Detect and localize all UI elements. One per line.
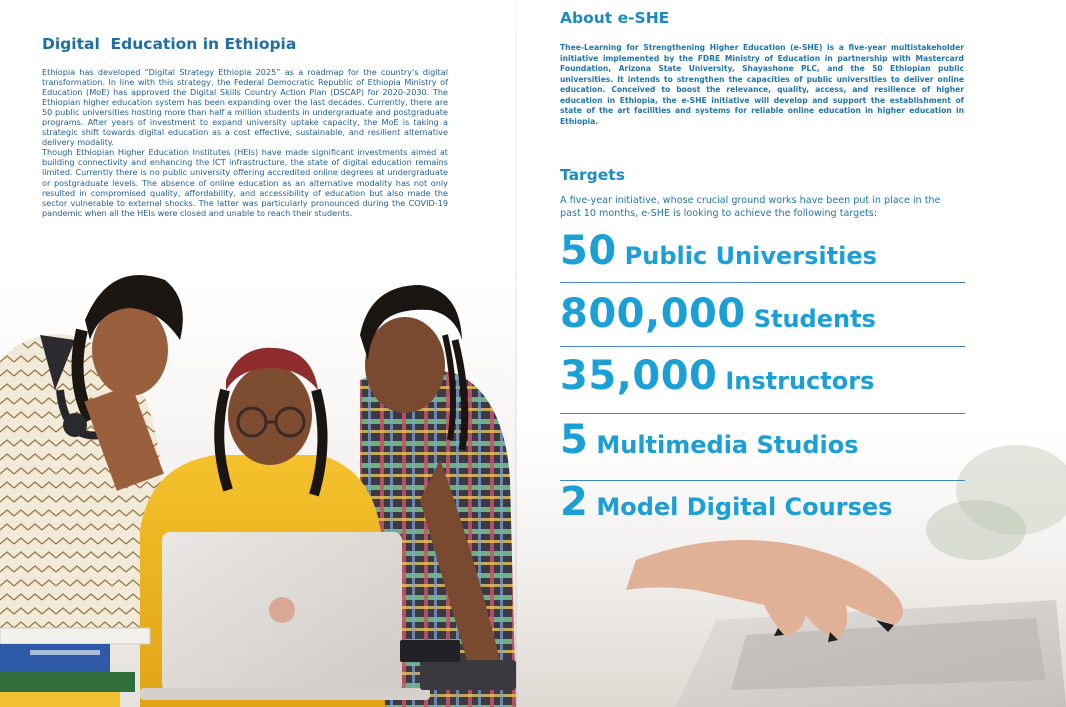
target-label: Public Universities xyxy=(624,242,877,270)
target-label: Instructors xyxy=(725,367,875,395)
about-heading: About e-SHE xyxy=(560,9,670,27)
target-divider xyxy=(560,413,965,414)
body-paragraph: Though Ethiopian Higher Education Institutes (HEIs) have made significant investments aimed at building connectivity and enhancing the ICT infrastructure, the state of digital education remains limited. Currently there is no public university offering accredited online degrees at undergraduate or postgraduate levels. The absence of online education as an alternative modality has not only resulted in compromised quality, affordability, and accessibility of education but also made the sector vulnerable to external shocks. The latter was particularly pronounced during the COVID-19 pandemic when all the HEIs were closed and unable to reach their students. xyxy=(42,147,448,218)
page-gutter xyxy=(515,0,517,707)
left-page xyxy=(0,0,516,707)
target-number: 50 xyxy=(560,228,617,274)
target-number: 800,000 xyxy=(560,291,746,337)
target-label: Multimedia Studios xyxy=(596,431,859,459)
about-body: Thee-Learning for Strengthening Higher Education (e-SHE) is a five-year multistakeholder initiative implemented by the FDRE Ministry of Education in partnership with Mastercard Foundation, Arizona State University, Shayashone PLC, and the 50 Ethiopian public universities. It intends to strengthen the capacities of public universities to deliver online education. Conceived to boost the relevance, quality, access, and resilience of higher education in Ethiopia, the e-SHE initiative will develop and support the establishment of state of the art facilities and systems for reliable online education in higher education in Ethiopia. xyxy=(560,43,964,126)
target-divider xyxy=(560,282,965,283)
targets-intro: A five-year initiative, whose crucial ground works have been put in place in the past 10 months, e-SHE is looking to achieve the following targets: xyxy=(560,195,941,219)
digital-education-heading: Digital Education in Ethiopia xyxy=(42,35,297,53)
target-number: 35,000 xyxy=(560,353,718,399)
target-row-instructors xyxy=(560,353,965,401)
target-row-studios xyxy=(560,417,965,465)
target-row-courses xyxy=(560,479,965,527)
target-label: Model Digital Courses xyxy=(596,493,893,521)
target-label: Students xyxy=(753,305,876,333)
students-laptop-photo xyxy=(0,240,516,707)
targets-heading: Targets xyxy=(560,166,625,184)
target-number: 5 xyxy=(560,417,589,463)
right-page xyxy=(516,0,1066,707)
target-row-universities xyxy=(560,228,965,276)
target-number: 2 xyxy=(560,479,589,525)
target-row-students xyxy=(560,291,965,339)
target-divider xyxy=(560,346,965,347)
digital-education-body xyxy=(42,67,448,218)
body-paragraph: Ethiopia has developed “Digital Strategy Ethiopia 2025” as a roadmap for the country's digital transformation. In line with this strategy, the Federal Democratic Republic of Ethiopia Ministry of Education (MoE) has approved the Digital Skills Country Action Plan (DSCAP) for 2020-2030. The Ethiopian higher education system has been expanding over the last decades. Currently, there are 50 public universities hosting more than half a million students in undergraduate and postgraduate programs. After years of investment to expand university uptake capacity, the MoE is taking a strategic shift towards digital education as a cost effective, sustainable, and resilient alternative delivery modality. xyxy=(42,67,448,148)
